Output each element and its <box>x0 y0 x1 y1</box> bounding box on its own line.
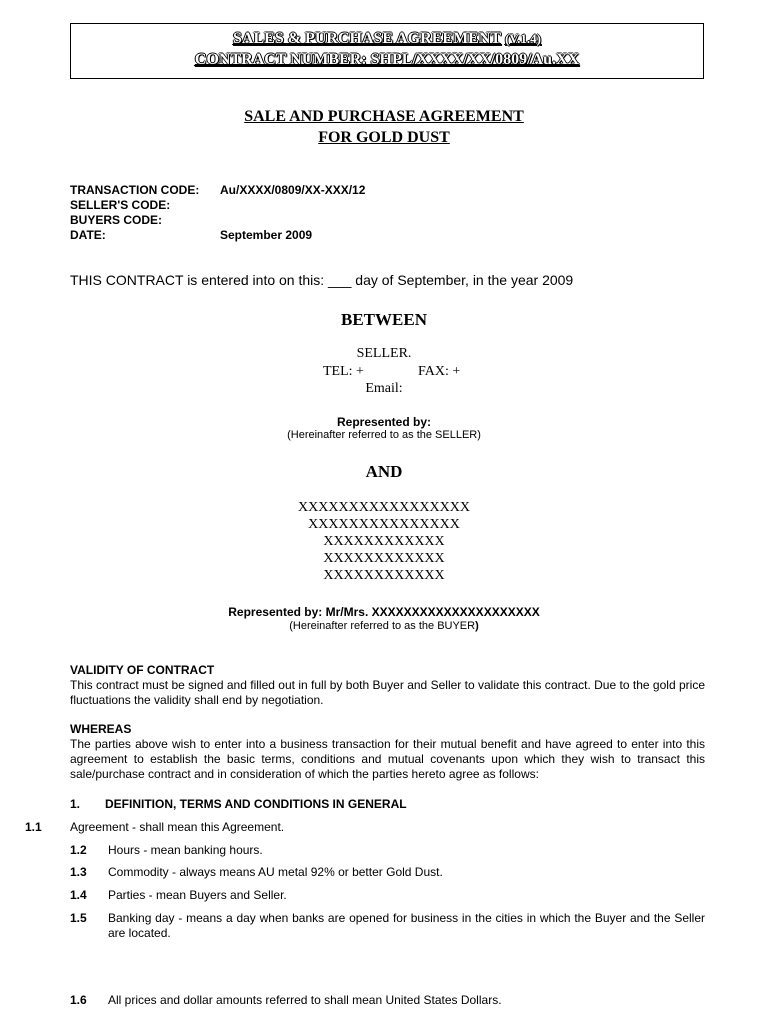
date-label: DATE: <box>70 228 106 242</box>
buyer-referred-close: ) <box>475 620 479 632</box>
header-contract-number: CONTRACT NUMBER: SHPL/XXXX/XX/0809/Au.XX <box>194 51 580 68</box>
contract-header-box <box>70 23 704 79</box>
buyer-address-line: XXXXXXXXXXXX <box>323 534 445 549</box>
seller-fax: FAX: + <box>418 364 461 379</box>
document-title-line1: SALE AND PURCHASE AGREEMENT <box>244 108 524 125</box>
item-text-1-1: Agreement - shall mean this Agreement. <box>70 820 285 834</box>
contract-entry-line: THIS CONTRACT is entered into on this: ___ day of September, in the year 2009 <box>70 272 574 288</box>
transaction-code-label: TRANSACTION CODE: <box>70 183 200 197</box>
item-number-1-6: 1.6 <box>70 993 87 1007</box>
document-title-line2: FOR GOLD DUST <box>318 129 450 146</box>
header-agreement-title <box>71 30 703 48</box>
buyer-address-line: XXXXXXXXXXXX <box>323 568 445 583</box>
seller-represented-by: Represented by: <box>336 415 432 429</box>
validity-body: This contract must be signed and filled out in full by both Buyer and Seller to validate this contract. Due to the gold price fluctuations the validity shall end by negotiation. <box>70 678 705 707</box>
item-text-1-5: Banking day - means a day when banks are opened for business in the cities in which the Buyer and the Seller are located. <box>108 911 705 940</box>
item-number-1-5: 1.5 <box>70 911 87 925</box>
item-number-1-2: 1.2 <box>70 843 87 857</box>
whereas-heading: WHEREAS <box>70 722 132 736</box>
header-version: (V.1.4) <box>505 31 541 46</box>
item-text-1-6: All prices and dollar amounts referred to shall mean United States Dollars. <box>108 993 502 1007</box>
sellers-code-label: SELLER'S CODE: <box>70 198 171 212</box>
item-number-1-3: 1.3 <box>70 865 87 879</box>
buyers-code-label: BUYERS CODE: <box>70 213 163 227</box>
date-value: September 2009 <box>220 228 313 242</box>
seller-referred-note: (Hereinafter referred to as the SELLER) <box>287 429 481 441</box>
buyer-address-line: XXXXXXXXXXXXXXXXX <box>298 500 470 515</box>
buyer-represented-by: Represented by: Mr/Mrs. XXXXXXXXXXXXXXXXXXXXX <box>228 605 540 619</box>
transaction-code-value: Au/XXXX/0809/XX-XXX/12 <box>220 183 366 197</box>
section1-heading: DEFINITION, TERMS AND CONDITIONS IN GENERAL <box>105 797 407 811</box>
buyer-address-line: XXXXXXXXXXXXXXX <box>308 517 460 532</box>
item-text-1-2: Hours - mean banking hours. <box>108 843 263 857</box>
seller-name: SELLER. <box>356 346 412 361</box>
whereas-body: The parties above wish to enter into a business transaction for their mutual benefit and have agreed to enter into this agreement to establish the basic terms, conditions and mutual covenants upon which they wish to transact this sale/purchase contract and in consideration of which the parties hereto agree as follows: <box>70 737 705 781</box>
section1-number: 1. <box>70 797 81 811</box>
buyer-address-line: XXXXXXXXXXXX <box>323 551 445 566</box>
buyer-referred-note <box>0 620 768 632</box>
item-number-1-1: 1.1 <box>25 820 42 834</box>
buyer-address <box>0 499 768 584</box>
seller-email: Email: <box>365 381 403 396</box>
header-agreement-name: SALES & PURCHASE AGREEMENT <box>233 30 502 47</box>
validity-heading: VALIDITY OF CONTRACT <box>70 663 215 677</box>
item-number-1-4: 1.4 <box>70 888 87 902</box>
and-heading: AND <box>365 462 403 481</box>
seller-tel: TEL: + <box>323 364 364 379</box>
item-text-1-4: Parties - mean Buyers and Seller. <box>108 888 287 902</box>
buyer-referred-text: (Hereinafter referred to as the BUYER <box>289 620 476 632</box>
item-text-1-3: Commodity - always means AU metal 92% or better Gold Dust. <box>108 865 443 879</box>
between-heading: BETWEEN <box>341 310 427 329</box>
